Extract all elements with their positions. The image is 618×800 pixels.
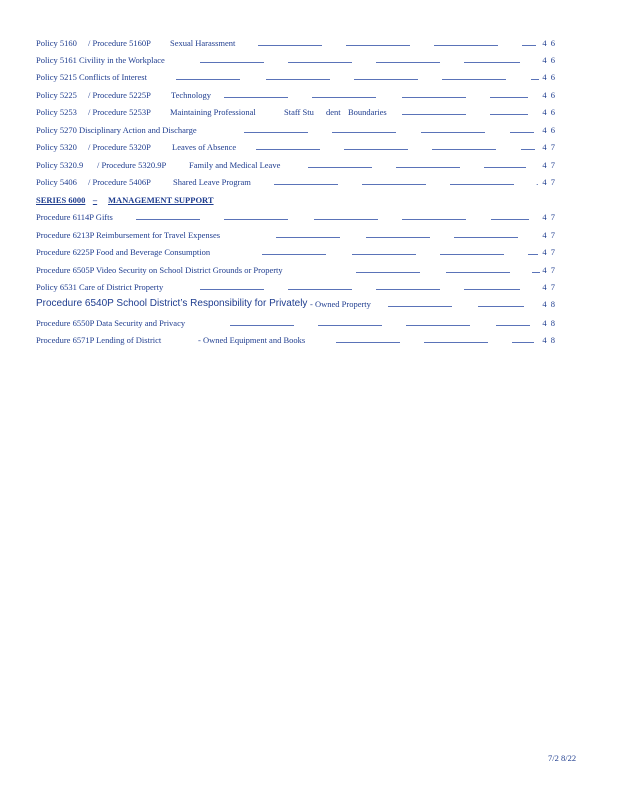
- entry-title: Procedure 6550P Data Security and Privacy: [36, 318, 186, 328]
- entry-policy-number: Policy 5320.9: [36, 160, 84, 170]
- leader-line: [200, 62, 264, 63]
- leader-line: [356, 272, 420, 273]
- toc-entry-procedure-6571p[interactable]: [36, 333, 556, 347]
- leader-line: [421, 132, 485, 133]
- leader-line: [490, 114, 528, 115]
- entry-page-number: 4 7: [542, 282, 556, 292]
- entry-page-number: . 4 7: [536, 177, 556, 187]
- entry-page-number: 4 6: [542, 72, 556, 82]
- leader-line: [388, 306, 452, 307]
- toc-entry-procedure-6550p[interactable]: [36, 316, 556, 330]
- entry-page-number: 4 6: [542, 55, 556, 65]
- leader-line: [136, 219, 200, 220]
- leader-line: [266, 79, 330, 80]
- leader-line: [244, 132, 308, 133]
- toc-entry-policy-5215[interactable]: [36, 70, 556, 84]
- leader-line: [336, 342, 400, 343]
- leader-line: [262, 254, 326, 255]
- toc-entry-policy-5270[interactable]: [36, 123, 556, 137]
- entry-policy-number: Policy 5320: [36, 142, 77, 152]
- entry-title: Family and Medical Leave: [189, 160, 281, 170]
- leader-line: [402, 219, 466, 220]
- entry-title: Procedure 6213P Reimbursement for Travel Expenses: [36, 230, 221, 240]
- leader-line: [256, 149, 320, 150]
- entry-page-number: 4 7: [542, 247, 556, 257]
- leader-line: [396, 167, 460, 168]
- entry-page-number: 4 8: [542, 318, 556, 328]
- entry-title: Policy 5270 Disciplinary Action and Discharge: [36, 125, 197, 135]
- toc-entry-procedure-6505p[interactable]: [36, 263, 556, 277]
- entry-procedure-number: / Procedure 5225P: [88, 90, 151, 100]
- entry-procedure-number: / Procedure 5253P: [88, 107, 151, 117]
- entry-title-fragment: dent: [326, 107, 341, 117]
- leader-line: [532, 272, 540, 273]
- toc-entry-procedure-6114p[interactable]: [36, 210, 556, 224]
- leader-line: [464, 62, 520, 63]
- toc-entry-policy-5320-9[interactable]: [36, 158, 556, 172]
- entry-policy-number: Policy 5160: [36, 38, 77, 48]
- leader-line: [224, 97, 288, 98]
- toc-entry-policy-5161[interactable]: [36, 53, 556, 67]
- leader-line: [376, 289, 440, 290]
- leader-line: [312, 97, 376, 98]
- entry-title-fragment: Boundaries: [348, 107, 387, 117]
- toc-entry-policy-5253[interactable]: [36, 105, 556, 119]
- toc-entry-policy-5406[interactable]: [36, 175, 556, 189]
- toc-entry-procedure-6213p[interactable]: [36, 228, 556, 242]
- leader-line: [496, 325, 530, 326]
- leader-line: [440, 254, 504, 255]
- entry-title: Sexual Harassment: [170, 38, 236, 48]
- entry-page-number: 4 7: [542, 230, 556, 240]
- leader-line: [450, 184, 514, 185]
- entry-policy-number: Policy 5225: [36, 90, 77, 100]
- entry-policy-number: Policy 5253: [36, 107, 77, 117]
- leader-line: [274, 184, 338, 185]
- leader-line: [362, 184, 426, 185]
- leader-line: [288, 289, 352, 290]
- entry-title: Technology: [171, 90, 212, 100]
- leader-line: [432, 149, 496, 150]
- series-number: SERIES 6000: [36, 195, 86, 205]
- toc-entry-policy-5320[interactable]: [36, 140, 556, 154]
- entry-policy-number: Policy 5406: [36, 177, 77, 187]
- leader-line: [510, 132, 534, 133]
- entry-procedure-number: / Procedure 5406P: [88, 177, 151, 187]
- toc-entry-policy-6531[interactable]: [36, 280, 556, 294]
- leader-line: [176, 79, 240, 80]
- entry-page-number: 4 7: [542, 265, 556, 275]
- leader-line: [491, 219, 529, 220]
- leader-line: [442, 79, 506, 80]
- entry-title: Policy 5215 Conflicts of Interest: [36, 72, 147, 82]
- leader-line: [314, 219, 378, 220]
- leader-line: [230, 325, 294, 326]
- leader-line: [308, 167, 372, 168]
- leader-line: [402, 114, 466, 115]
- leader-line: [354, 79, 418, 80]
- entry-page-number: 4 7: [542, 160, 556, 170]
- entry-procedure-number: / Procedure 5320P: [88, 142, 151, 152]
- leader-line: [258, 45, 322, 46]
- leader-line: [276, 237, 340, 238]
- entry-title: Procedure 6114P Gifts: [36, 212, 113, 222]
- entry-page-number: 4 6: [542, 38, 556, 48]
- entry-page-number: 4 8: [542, 335, 556, 345]
- entry-title: Shared Leave Program: [173, 177, 251, 187]
- leader-line: [376, 62, 440, 63]
- leader-line: [512, 342, 534, 343]
- leader-line: [288, 62, 352, 63]
- leader-line: [318, 325, 382, 326]
- series-dash: –: [92, 195, 98, 205]
- leader-line: [402, 97, 466, 98]
- entry-title: Procedure 6540P School District’s Responsibility for Privately: [36, 298, 308, 309]
- leader-line: [224, 219, 288, 220]
- leader-line: [454, 237, 518, 238]
- entry-title: Maintaining Professional: [170, 107, 256, 117]
- leader-line: [346, 45, 410, 46]
- leader-line: [332, 132, 396, 133]
- leader-line: [478, 306, 524, 307]
- leader-line: [528, 254, 538, 255]
- leader-line: [406, 325, 470, 326]
- series-title: MANAGEMENT SUPPORT: [108, 195, 214, 205]
- entry-page-number: 4 6: [542, 90, 556, 100]
- leader-line: [521, 149, 535, 150]
- leader-line: [484, 167, 526, 168]
- leader-line: [200, 289, 264, 290]
- page-footer-date: 7/2 8/22: [548, 753, 577, 763]
- entry-page-number: 4 8: [542, 299, 556, 309]
- entry-procedure-number: / Procedure 5160P: [88, 38, 151, 48]
- entry-title: Policy 6531 Care of District Property: [36, 282, 164, 292]
- leader-line: [352, 254, 416, 255]
- entry-title-fragment: Staff Stu: [284, 107, 314, 117]
- entry-title-fragment: - Owned Equipment and Books: [198, 335, 306, 345]
- toc-entry-policy-5160[interactable]: [36, 36, 556, 50]
- entry-page-number: 4 6: [542, 107, 556, 117]
- toc-entry-policy-5225[interactable]: [36, 88, 556, 102]
- entry-page-number: 4 6: [542, 125, 556, 135]
- toc-entry-procedure-6225p[interactable]: [36, 245, 556, 259]
- leader-line: [490, 97, 528, 98]
- entry-procedure-number: / Procedure 5320.9P: [97, 160, 167, 170]
- leader-line: [366, 237, 430, 238]
- leader-line: [434, 45, 498, 46]
- entry-title: Leaves of Absence: [172, 142, 237, 152]
- leader-line: [446, 272, 510, 273]
- entry-title-fragment: - Owned Property: [310, 299, 371, 309]
- leader-line: [424, 342, 488, 343]
- toc-entry-procedure-6540p[interactable]: [36, 297, 556, 311]
- entry-page-number: 4 7: [542, 142, 556, 152]
- entry-page-number: 4 7: [542, 212, 556, 222]
- leader-line: [344, 149, 408, 150]
- leader-line: [464, 289, 520, 290]
- entry-title: Policy 5161 Civility in the Workplace: [36, 55, 165, 65]
- entry-title: Procedure 6505P Video Security on School District Grounds or Property: [36, 265, 283, 275]
- entry-title: Procedure 6225P Food and Beverage Consumption: [36, 247, 211, 257]
- leader-line: [522, 45, 536, 46]
- series-6000-heading[interactable]: [36, 193, 556, 207]
- leader-line: [531, 79, 539, 80]
- entry-title: Procedure 6571P Lending of District: [36, 335, 162, 345]
